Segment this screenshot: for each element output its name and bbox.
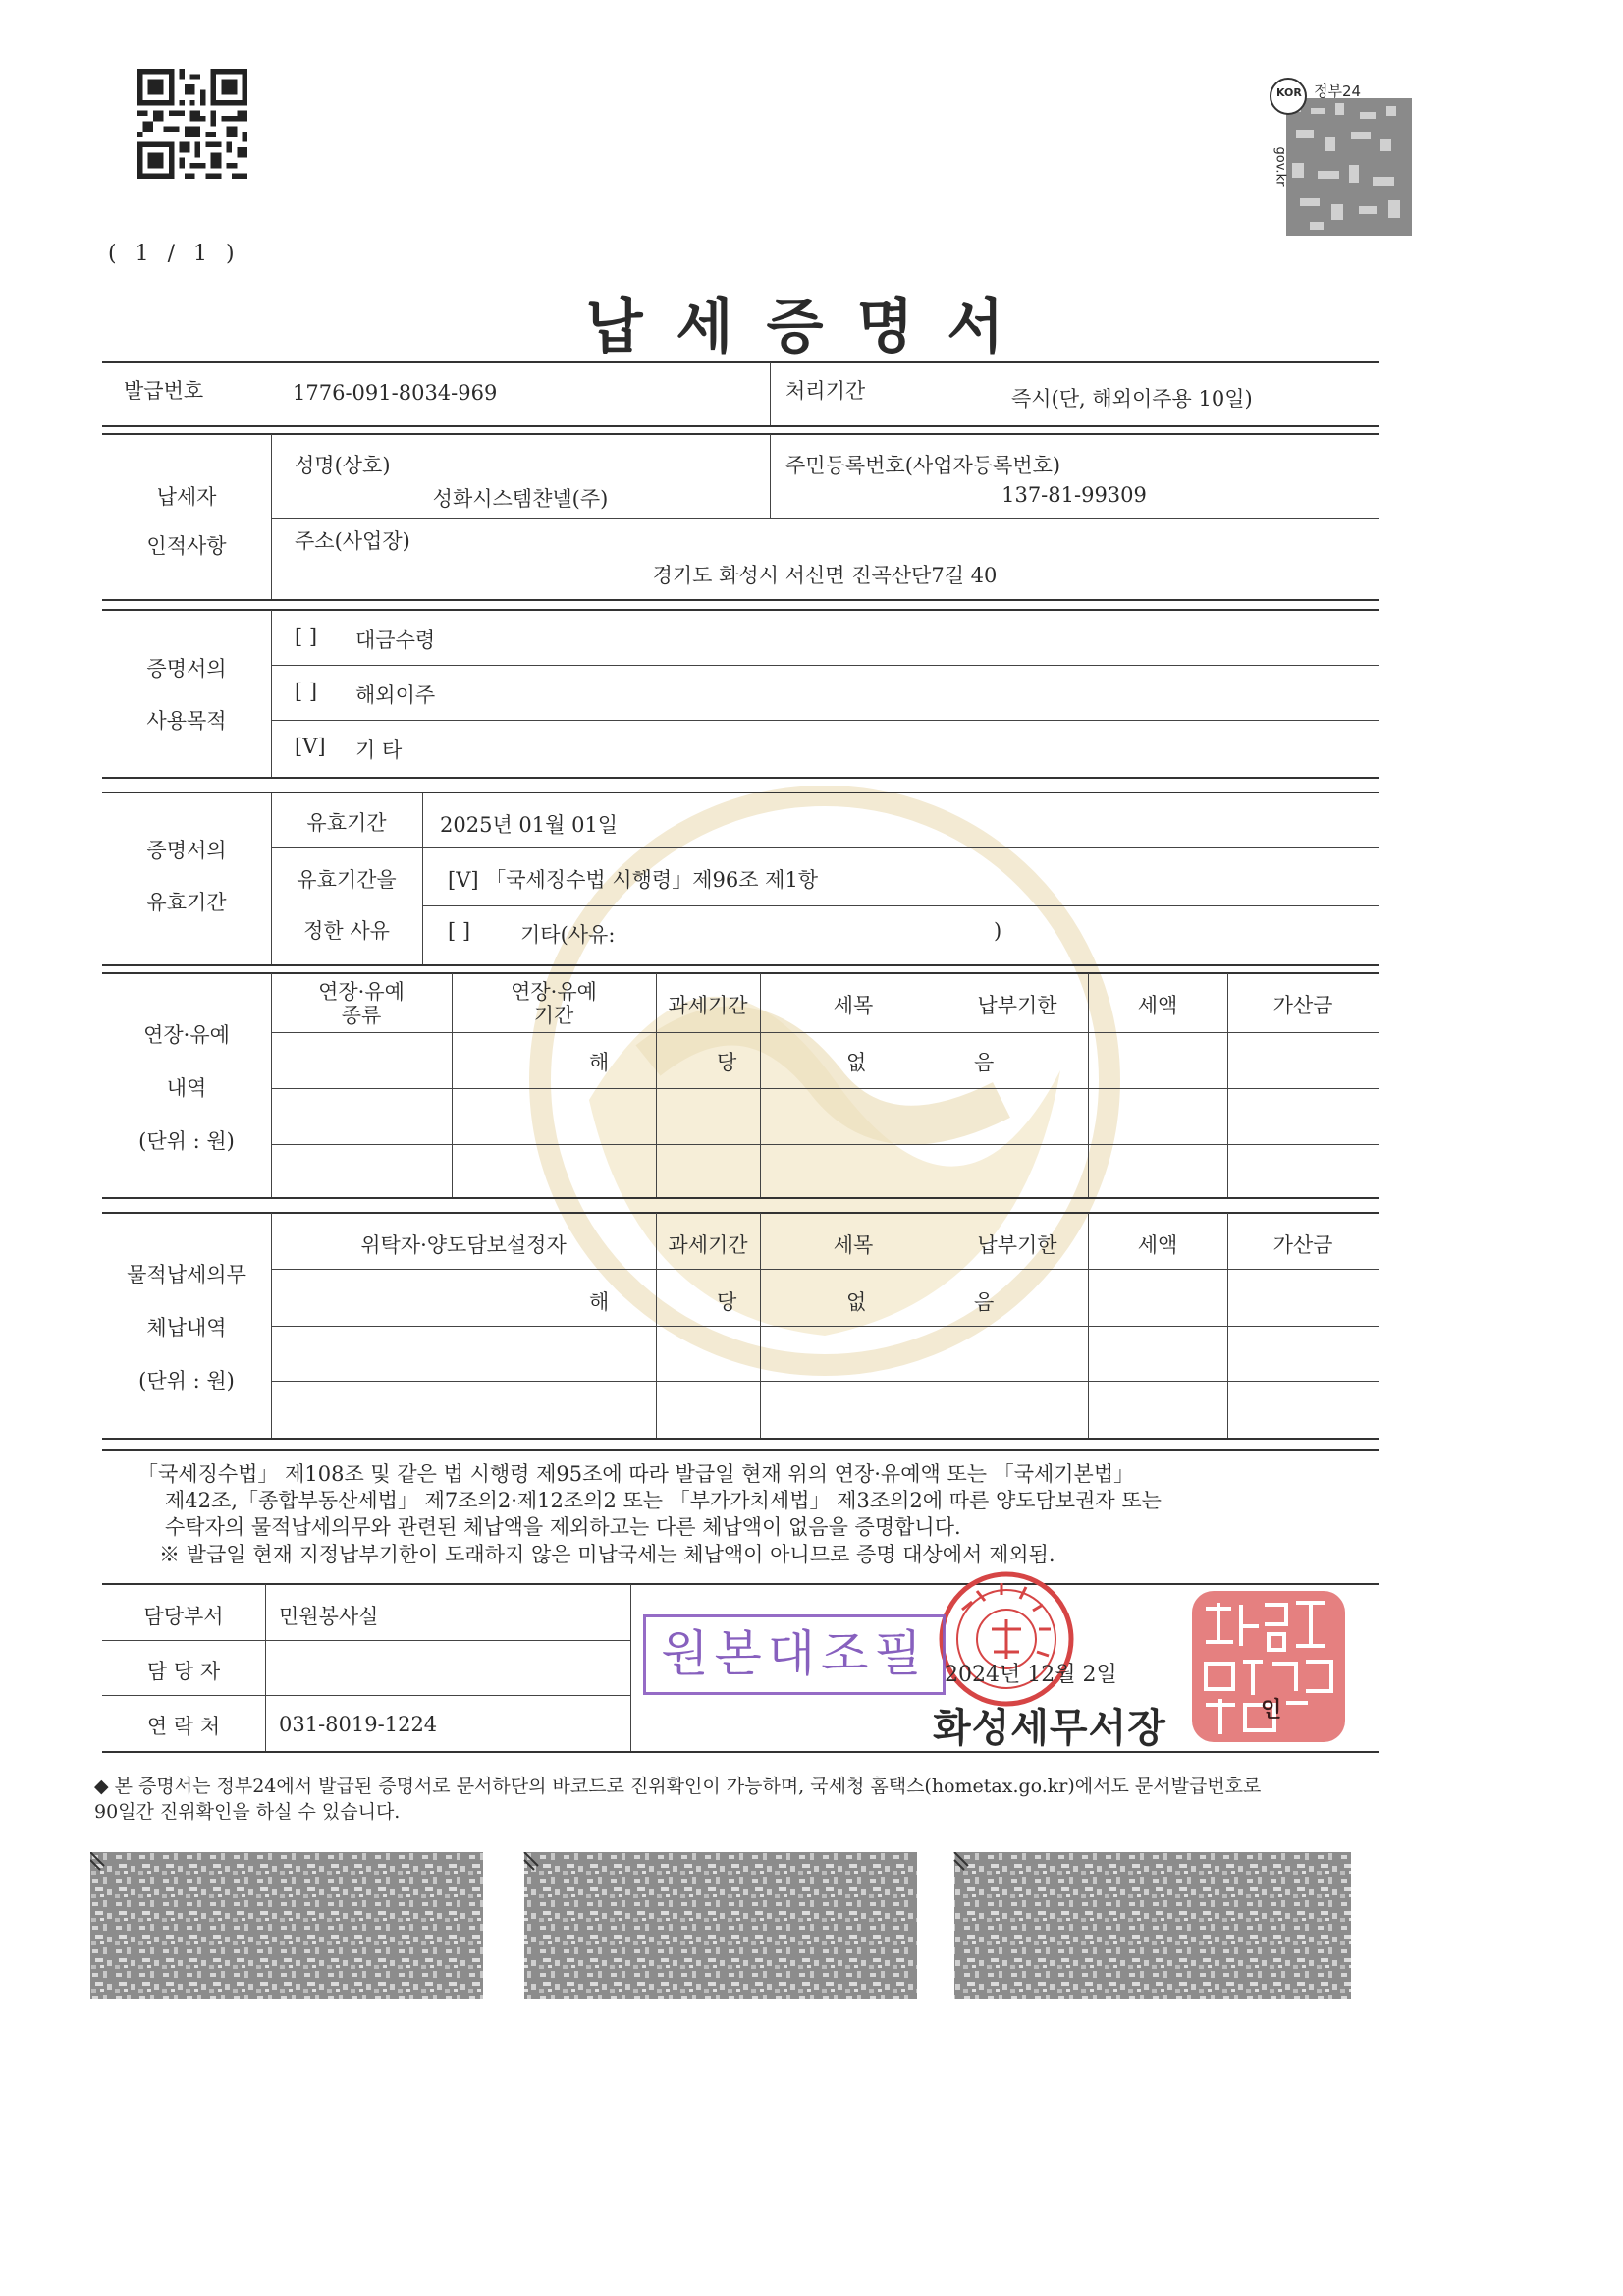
deferral-col-period: 연장·유예 xyxy=(511,980,597,1004)
purpose-label-payment: 대금수령 xyxy=(355,629,436,652)
validity-section-label: 증명서의 xyxy=(146,839,227,862)
deferral-unit-label: (단위 : 원) xyxy=(138,1129,235,1153)
footer-verification-note: ◆ 본 증명서는 정부24에서 발급된 증명서로 문서하단의 바코드로 진위확인이 가능하며, 국세청 홈택스(hometax.go.kr)에서도 문서발급번호로 xyxy=(94,1776,1262,1797)
gov24-seal xyxy=(1267,69,1414,236)
person-label: 담 당 자 xyxy=(146,1660,221,1683)
original-verified-stamp: 원본대조필 xyxy=(643,1614,946,1695)
tax-office-name: 화성세무서장 xyxy=(933,1706,1166,1751)
seal-mark: 인 xyxy=(1261,1697,1282,1722)
purpose-mark-payment: [ ] xyxy=(295,625,318,648)
issue-date: 2024년 12월 2일 xyxy=(945,1663,1117,1687)
secondary-col-amount: 세액 xyxy=(1137,1233,1178,1257)
validity-reason-other: 기타(사유: xyxy=(520,923,616,947)
secondary-col-item: 세목 xyxy=(833,1233,874,1257)
taxpayer-section-label-2: 인적사항 xyxy=(146,534,227,558)
phone-label: 연 락 처 xyxy=(146,1715,221,1738)
deferral-col-item: 세목 xyxy=(833,994,874,1017)
validity-period-label: 유효기간 xyxy=(306,811,387,835)
validity-reason-label: 유효기간을 xyxy=(297,868,397,892)
page-indicator: ( 1 / 1 ) xyxy=(108,242,241,266)
secondary-col-trustee: 위탁자·양도담보설정자 xyxy=(360,1233,567,1257)
registration-label: 주민등록번호(사업자등록번호) xyxy=(785,454,1061,477)
purpose-section-label-2: 사용목적 xyxy=(146,709,227,733)
deferral-none-char: 당 xyxy=(717,1051,737,1074)
qr-code xyxy=(137,69,247,179)
secondary-none-char: 당 xyxy=(717,1290,737,1314)
deferral-col-due: 납부기한 xyxy=(977,994,1057,1017)
purpose-label-other: 기 타 xyxy=(355,738,403,762)
statement-line: 「국세징수법」 제108조 및 같은 법 시행령 제95조에 따라 발급일 현재 위의 연장·유예액 또는 「국세기본법」 xyxy=(137,1462,1135,1486)
deferral-col-type-2: 종류 xyxy=(341,1004,382,1027)
statement-line: 수탁자의 물적납세의무와 관련된 체납액을 제외하고는 다른 체납액이 없음을 증명합니다. xyxy=(165,1515,961,1539)
issue-number-value: 1776-091-8034-969 xyxy=(293,381,498,405)
validity-reason-other-close: ) xyxy=(994,919,1002,943)
purpose-section-label: 증명서의 xyxy=(146,657,227,681)
validity-reason-other-mark: [ ] xyxy=(448,919,471,943)
deferral-none-char: 없 xyxy=(846,1051,867,1074)
address-value: 경기도 화성시 서신면 진곡산단7길 40 xyxy=(652,564,998,587)
company-name: 성화시스템챤넬(주) xyxy=(432,487,609,511)
secondary-unit-label: (단위 : 원) xyxy=(138,1369,235,1393)
department-label: 담당부서 xyxy=(143,1605,224,1628)
address-label: 주소(사업장) xyxy=(295,529,410,553)
deferral-none-char: 음 xyxy=(974,1051,995,1074)
gov24-side-label: gov.kr xyxy=(1272,146,1288,187)
round-official-seal xyxy=(933,1565,1080,1713)
statement-note: ※ 발급일 현재 지정납부기한이 도래하지 않은 미납국세는 체납액이 아니므로 증명 대상에서 제외됨. xyxy=(159,1543,1055,1566)
validity-section-label-2: 유효기간 xyxy=(146,891,227,914)
deferral-none-char: 해 xyxy=(589,1051,610,1074)
processing-period-label: 처리기간 xyxy=(785,379,866,403)
purpose-mark-other: [V] xyxy=(295,735,326,758)
validity-reason-statutory: [V] 「국세징수법 시행령」제96조 제1항 xyxy=(448,868,819,892)
purpose-mark-emigration: [ ] xyxy=(295,680,318,703)
gov24-label: 정부24 xyxy=(1314,82,1362,100)
verification-barcodes xyxy=(90,1852,1373,1999)
secondary-none-char: 해 xyxy=(589,1290,610,1314)
document-title: 납세증명서 xyxy=(585,293,1038,361)
footer-verification-note-2: 90일간 진위확인을 하실 수 있습니다. xyxy=(94,1801,401,1823)
statement-line: 제42조,「종합부동산세법」 제7조의2·제12조의2 또는 「부가가치세법」 제3조의2에 따른 양도담보권자 또는 xyxy=(165,1489,1162,1512)
department-value: 민원봉사실 xyxy=(279,1605,379,1628)
deferral-col-tax-period: 과세기간 xyxy=(668,994,748,1017)
purpose-label-emigration: 해외이주 xyxy=(355,683,436,707)
secondary-section-label-2: 체납내역 xyxy=(146,1316,227,1339)
secondary-col-due: 납부기한 xyxy=(977,1233,1057,1257)
deferral-section-label: 연장·유예 xyxy=(143,1023,230,1047)
secondary-none-char: 음 xyxy=(974,1290,995,1314)
gov24-badge: KOR xyxy=(1276,86,1302,99)
taxpayer-section-label: 납세자 xyxy=(156,485,217,509)
secondary-none-char: 없 xyxy=(846,1290,867,1314)
deferral-col-type: 연장·유예 xyxy=(318,980,405,1004)
secondary-col-tax-period: 과세기간 xyxy=(668,1233,748,1257)
validity-reason-label-2: 정한 사유 xyxy=(303,919,390,943)
processing-period-value: 즉시(단, 해외이주용 10일) xyxy=(1011,387,1253,410)
deferral-section-label-2: 내역 xyxy=(166,1076,207,1100)
deferral-col-amount: 세액 xyxy=(1137,994,1178,1017)
deferral-col-period-2: 기간 xyxy=(533,1004,574,1027)
name-label: 성명(상호) xyxy=(295,454,391,477)
secondary-section-label: 물적납세의무 xyxy=(127,1263,246,1286)
registration-number: 137-81-99309 xyxy=(1001,483,1147,507)
deferral-col-penalty: 가산금 xyxy=(1272,994,1333,1017)
phone-value: 031-8019-1224 xyxy=(279,1713,438,1736)
secondary-col-penalty: 가산금 xyxy=(1272,1233,1333,1257)
validity-period-value: 2025년 01월 01일 xyxy=(440,813,619,837)
issue-number-label: 발급번호 xyxy=(124,379,204,403)
